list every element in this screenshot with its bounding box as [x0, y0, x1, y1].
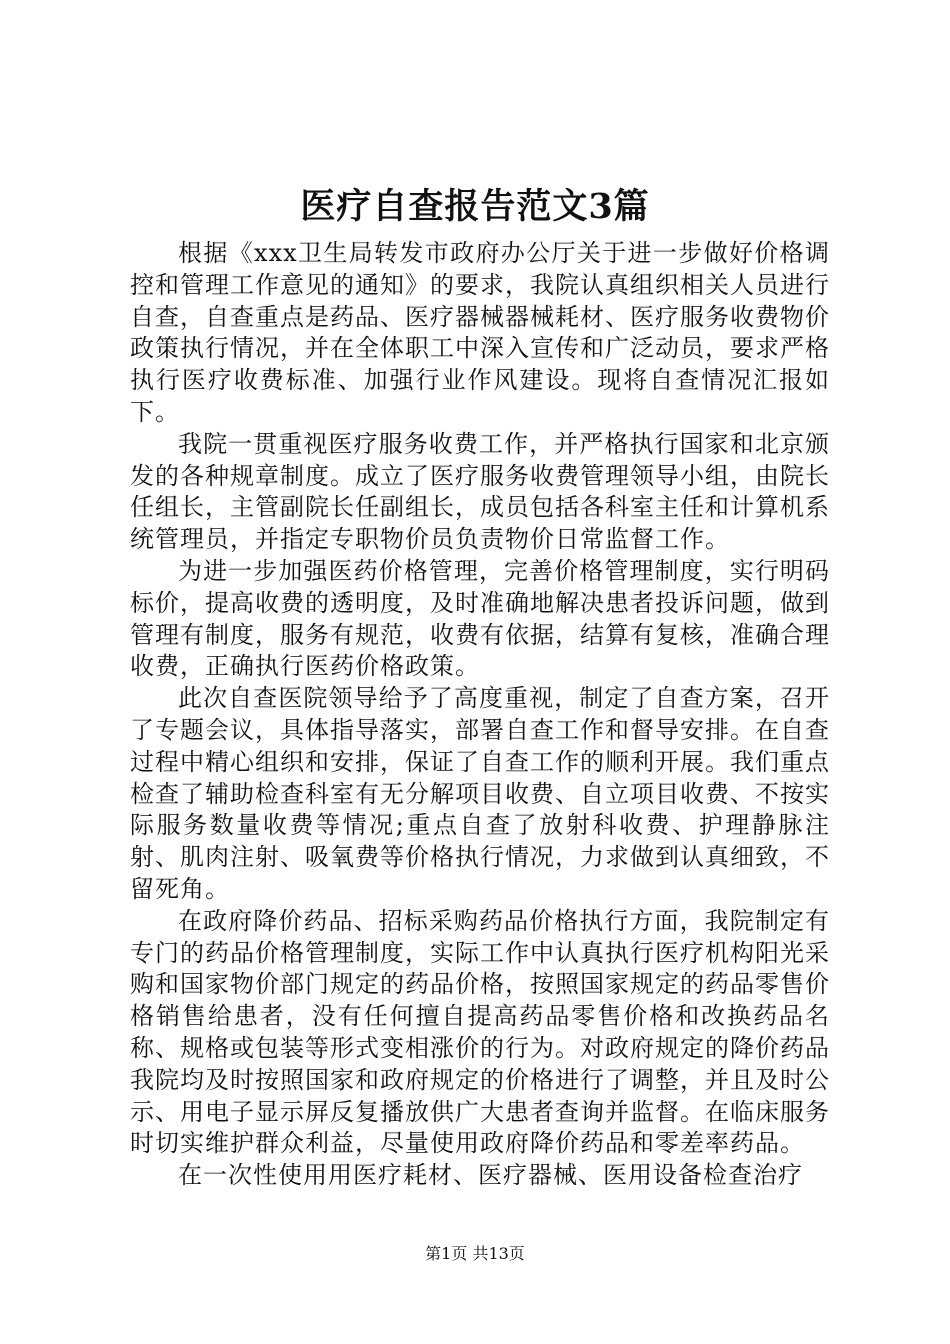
body-paragraph-2: 我院一贯重视医疗服务收费工作，并严格执行国家和北京颁发的各种规章制度。成立了医疗服务收费管理领导小组，由院长任组长，主管副院长任副组长，成员包括各科室主任和计算机系统管理员，并指定专职物价员负责物价日常监督工作。: [130, 429, 830, 554]
document-body: [130, 238, 830, 1192]
body-paragraph-5: 在政府降价药品、招标采购药品价格执行方面，我院制定有专门的药品价格管理制度，实际工作中认真执行医疗机构阳光采购和国家物价部门规定的药品价格，按照国家规定的药品零售价格销售给患者，没有任何擅自提高药品零售价格和改换药品名称、规格或包装等形式变相涨价的行为。对政府规定的降价药品我院均及时按照国家和政府规定的价格进行了调整，并且及时公示、用电子显示屏反复播放供广大患者查询并监督。在临床服务时切实维护群众利益，尽量使用政府降价药品和零差率药品。: [130, 906, 830, 1158]
body-paragraph-4: 此次自查医院领导给予了高度重视，制定了自查方案，召开了专题会议，具体指导落实，部署自查工作和督导安排。在自查过程中精心组织和安排，保证了自查工作的顺利开展。我们重点检查了辅助检查科室有无分解项目收费、自立项目收费、不按实际服务数量收费等情况;重点自查了放射科收费、护理静脉注射、肌肉注射、吸氧费等价格执行情况，力求做到认真细致，不留死角。: [130, 684, 830, 903]
page-number-footer: 第1页 共13页: [425, 1244, 525, 1263]
body-paragraph-1: 根据《xxx卫生局转发市政府办公厅关于进一步做好价格调控和管理工作意见的通知》的要求，我院认真组织相关人员进行自查，自查重点是药品、医疗器械器械耗材、医疗服务收费物价政策执行情况，并在全体职工中深入宣传和广泛动员，要求严格执行医疗收费标准、加强行业作风建设。现将自查情况汇报如下。: [130, 239, 830, 426]
body-paragraph-6: 在一次性使用用医疗耗材、医疗器械、医用设备检查治疗: [178, 1161, 803, 1190]
body-paragraph-3: 为进一步加强医药价格管理，完善价格管理制度，实行明码标价，提高收费的透明度，及时准确地解决患者投诉问题，做到管理有制度，服务有规范，收费有依据，结算有复核，准确合理收费，正确执行医药价格政策。: [130, 556, 830, 681]
document-title: 医疗自查报告范文3篇: [300, 186, 650, 227]
